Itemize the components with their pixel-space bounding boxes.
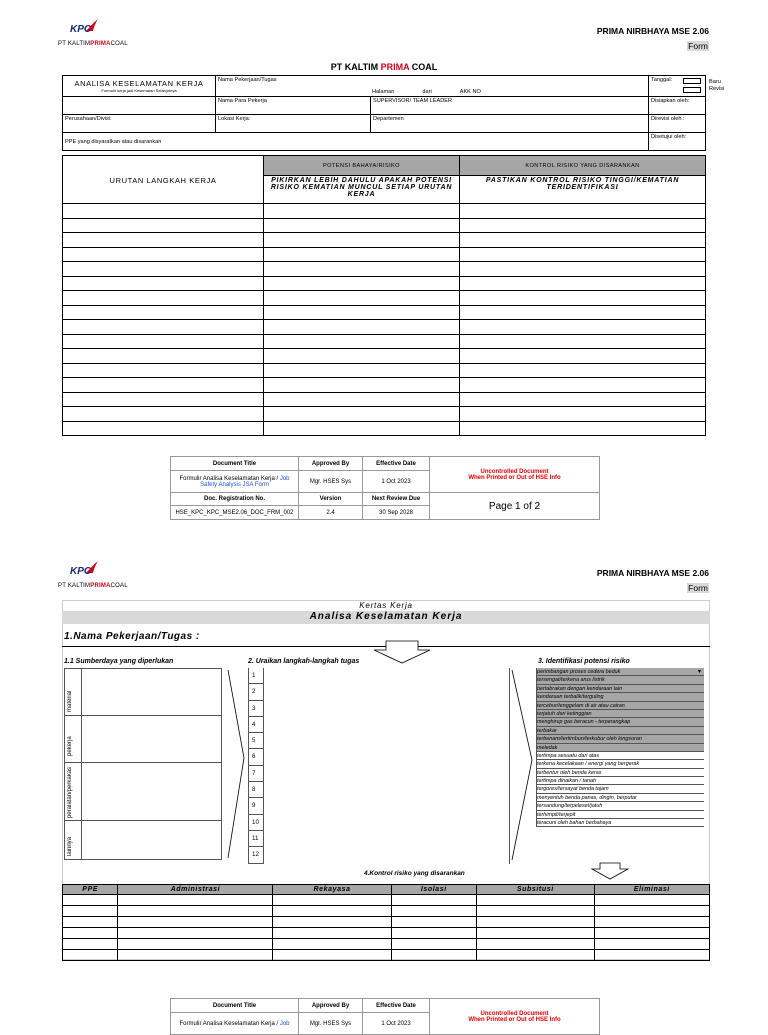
hazard-item[interactable]: tertimpa dinaikan / tanah <box>537 777 704 785</box>
control-col-header: Subsitusi <box>477 885 595 895</box>
resources-area[interactable] <box>82 668 222 860</box>
table-cell[interactable] <box>63 378 264 393</box>
table-cell[interactable] <box>63 939 118 950</box>
table-cell[interactable] <box>264 291 460 306</box>
table-cell[interactable] <box>118 928 273 939</box>
hazard-item[interactable]: terbenam/tertimbun/terkubur oleh longsoran <box>537 735 704 743</box>
table-cell[interactable] <box>460 407 706 422</box>
controls-note: PASTIKAN KONTROL RISIKO TINGGI/KEMATIAN TERIDENTIFIKASI <box>460 176 706 204</box>
table-cell[interactable] <box>391 939 476 950</box>
table-cell[interactable] <box>63 334 264 349</box>
hazard-item[interactable]: tersengat/terkena arus listrik <box>537 676 704 684</box>
table-row <box>63 378 706 393</box>
step-number: 5 <box>249 733 263 749</box>
hazard-item[interactable]: terbentur oleh benda keras <box>537 769 704 777</box>
logo-name: PT KALTIMPRIMACOAL <box>58 41 128 47</box>
control-col-header: PPE <box>63 885 118 895</box>
hazard-item[interactable]: perimbangan proses cedera beduk <box>537 668 704 676</box>
table-row <box>63 291 706 306</box>
table-cell[interactable] <box>264 204 460 219</box>
table-cell[interactable] <box>63 247 264 262</box>
hazard-item[interactable]: tertimpa sesuatu dari atas <box>537 752 704 760</box>
uncontrolled-note: Uncontrolled Document When Printed or Out of HSE Info <box>430 999 600 1035</box>
chevron-right-icon <box>226 668 248 862</box>
table-cell[interactable] <box>273 895 391 906</box>
hazard-item[interactable]: tergores/tersayat benda tajam <box>537 785 704 793</box>
approved-value: Mgr. HSES Sys <box>299 471 363 493</box>
table-cell[interactable] <box>264 334 460 349</box>
step-number: 6 <box>249 749 263 765</box>
table-cell[interactable] <box>264 305 460 320</box>
page-number: Page 1 of 2 <box>430 493 600 520</box>
table-cell[interactable] <box>264 407 460 422</box>
step-number: 12 <box>249 847 263 863</box>
control-col-header: Rekayasa <box>273 885 391 895</box>
table-cell[interactable] <box>594 928 709 939</box>
company-field[interactable]: Perusahaan/Divisi: <box>63 115 216 133</box>
table-cell[interactable] <box>460 233 706 248</box>
table-cell[interactable] <box>273 917 391 928</box>
step-number: 9 <box>249 798 263 814</box>
hazard-item[interactable]: teracuni oleh bahan berbahaya <box>537 819 704 827</box>
page-title: PT KALTIM PRIMA COAL <box>330 62 438 72</box>
doc-title-header: Document Title <box>171 999 299 1013</box>
step-number: 8 <box>249 782 263 798</box>
table-cell[interactable] <box>477 917 595 928</box>
col-hazards-header: POTENSI BAHAYA/RISIKO <box>264 156 460 176</box>
form-label-2: Form <box>688 583 708 593</box>
table-cell[interactable] <box>264 218 460 233</box>
table-cell[interactable] <box>264 378 460 393</box>
doc-code-2: PRIMA NIRBHAYA MSE 2.06 <box>596 568 709 578</box>
table-cell[interactable] <box>477 928 595 939</box>
table-cell[interactable] <box>273 928 391 939</box>
table-row <box>63 218 706 233</box>
hazard-item[interactable]: terkena kecelakaan / energi yang bergerak <box>537 760 704 768</box>
hazard-item[interactable]: bertabrakan dengan kendaraan lain <box>537 685 704 693</box>
step-number: 4 <box>249 717 263 733</box>
ppe-field[interactable]: PPE yang disyaratkan atau disarankan <box>63 133 649 151</box>
table-cell[interactable] <box>63 928 118 939</box>
table-cell[interactable] <box>477 939 595 950</box>
res-material: material <box>67 690 73 712</box>
jsa-header-table <box>62 75 725 151</box>
table-cell[interactable] <box>264 276 460 291</box>
logo-kpc: KPC <box>70 566 92 577</box>
table-cell[interactable] <box>264 349 460 364</box>
table-cell[interactable] <box>63 349 264 364</box>
table-cell[interactable] <box>273 906 391 917</box>
table-cell[interactable] <box>460 276 706 291</box>
step-number: 2 <box>249 684 263 700</box>
control-col-header: Eliminasi <box>594 885 709 895</box>
date-field[interactable]: Tanggal: Baru Revisi <box>649 76 706 97</box>
table-cell[interactable] <box>63 950 118 961</box>
res-peralatan: peralatan/perkakas <box>67 766 73 818</box>
doc-control-table-2 <box>170 998 600 1035</box>
new-checkbox[interactable] <box>683 78 701 84</box>
doc-title: Formulir Analisa Keselamatan Kerja / Job <box>171 1013 299 1035</box>
table-cell[interactable] <box>594 895 709 906</box>
table-cell[interactable] <box>63 320 264 335</box>
table-cell[interactable] <box>118 950 273 961</box>
doc-title: Formulir Analisa Keselamatan Kerja / Job Safety Analysis JSA Form <box>171 471 299 493</box>
hazard-item[interactable]: menyentuh benda panas, dingin, berputar <box>537 794 704 802</box>
table-row <box>63 917 710 928</box>
steps-area[interactable] <box>264 668 510 864</box>
table-cell[interactable] <box>460 247 706 262</box>
table-cell[interactable] <box>460 349 706 364</box>
jsa-rows <box>62 203 706 436</box>
effective-value: 1 Oct 2023 <box>363 471 430 493</box>
hazard-item[interactable]: terhimpit/terjepit <box>537 811 704 819</box>
prepared-by-field[interactable]: Disiapkan oleh: <box>649 97 706 115</box>
version-header: Version <box>299 493 363 506</box>
review-value: 30 Sep 2028 <box>363 506 430 520</box>
step-number: 11 <box>249 831 263 847</box>
effective-value: 1 Oct 2023 <box>363 1013 430 1035</box>
table-cell[interactable] <box>460 334 706 349</box>
step-number: 3 <box>249 701 263 717</box>
table-cell[interactable] <box>118 939 273 950</box>
reg-value: HSE_KPC_KPC_MSE2.06_DOC_FRM_002 <box>171 506 299 520</box>
table-cell[interactable] <box>460 204 706 219</box>
hazard-list <box>536 668 704 827</box>
hazard-item[interactable]: terjatuh dari ketinggian <box>537 710 704 718</box>
revision-checkbox[interactable] <box>683 87 701 93</box>
table-row <box>63 950 710 961</box>
table-row <box>63 939 710 950</box>
review-header: Next Review Due <box>363 493 430 506</box>
table-row <box>63 262 706 277</box>
hazards-note: PIKIRKAN LEBIH DAHULU APAKAH POTENSI RISIKO KEMATIAN MUNCUL SETIAP URUTAN KERJA <box>264 176 460 204</box>
table-cell[interactable] <box>273 939 391 950</box>
table-cell[interactable] <box>118 895 273 906</box>
res-pekerja: pekerja <box>67 736 73 756</box>
table-cell[interactable] <box>63 291 264 306</box>
table-cell[interactable] <box>460 378 706 393</box>
hazard-item[interactable]: meledak <box>537 744 704 752</box>
table-cell[interactable] <box>264 363 460 378</box>
approved-header: Approved By <box>299 999 363 1013</box>
reviewed-by-field[interactable]: Direvisi oleh : <box>649 115 706 133</box>
table-cell[interactable] <box>391 950 476 961</box>
doc-code: PRIMA NIRBHAYA MSE 2.06 <box>596 26 709 36</box>
table-cell[interactable] <box>391 917 476 928</box>
control-col-header: Isolasi <box>391 885 476 895</box>
doc-control-table <box>170 456 600 520</box>
table-row <box>63 363 706 378</box>
table-row <box>63 320 706 335</box>
worksheet-title: Kertas Kerja <box>359 601 413 610</box>
table-cell[interactable] <box>460 262 706 277</box>
res-lainnya: lainnya <box>67 836 73 856</box>
approved-header: Approved By <box>299 457 363 471</box>
table-cell[interactable] <box>460 320 706 335</box>
table-cell[interactable] <box>460 305 706 320</box>
table-row <box>63 305 706 320</box>
jsa-steps-table <box>62 155 706 204</box>
table-cell[interactable] <box>63 421 264 436</box>
table-row <box>63 349 706 364</box>
uncontrolled-note: Uncontrolled Document When Printed or Out of HSE Info <box>430 457 600 493</box>
table-cell[interactable] <box>594 950 709 961</box>
logo-kpc: KPC <box>70 24 92 35</box>
table-cell[interactable] <box>264 320 460 335</box>
version-value: 2.4 <box>299 506 363 520</box>
down-arrow-icon <box>590 862 630 880</box>
table-cell[interactable] <box>63 407 264 422</box>
table-cell[interactable] <box>118 906 273 917</box>
table-cell[interactable] <box>63 204 264 219</box>
table-cell[interactable] <box>63 262 264 277</box>
section-3: 3. Identifikasi potensi risiko <box>538 658 630 665</box>
table-cell[interactable] <box>63 917 118 928</box>
table-cell[interactable] <box>264 247 460 262</box>
workers-field[interactable] <box>63 97 216 115</box>
effective-header: Effective Date <box>363 457 430 471</box>
location-field[interactable]: Lokasi Kerja: <box>216 115 371 133</box>
department-field[interactable]: Departemen <box>371 115 649 133</box>
step-number: 1 <box>249 668 263 684</box>
table-cell[interactable] <box>63 218 264 233</box>
supervisor-field[interactable]: SUPERVISOR/ TEAM LEADER <box>371 97 649 115</box>
table-cell[interactable] <box>460 218 706 233</box>
table-row <box>63 334 706 349</box>
table-row <box>63 392 706 407</box>
table-cell[interactable] <box>391 906 476 917</box>
hazard-item[interactable]: tersandung/terpeleset/jatuh <box>537 802 704 810</box>
table-row <box>63 247 706 262</box>
table-cell[interactable] <box>460 392 706 407</box>
step-number: 10 <box>249 815 263 831</box>
table-cell[interactable] <box>63 305 264 320</box>
table-cell[interactable] <box>460 291 706 306</box>
form-label: Form <box>688 41 708 51</box>
col-steps-header: URUTAN LANGKAH KERJA <box>63 156 264 204</box>
table-cell[interactable] <box>460 421 706 436</box>
table-cell[interactable] <box>594 939 709 950</box>
table-row <box>63 204 706 219</box>
hazard-item[interactable]: tercebur/tenggelam di air atau cairan <box>537 702 704 710</box>
controls-table <box>62 884 710 961</box>
table-cell[interactable] <box>264 262 460 277</box>
table-cell[interactable] <box>477 906 595 917</box>
hazard-item[interactable]: kendaraan terbalik/terguling <box>537 693 704 701</box>
section-2: 2. Uraikan langkah-langkah tugas <box>248 658 360 665</box>
table-cell[interactable] <box>264 392 460 407</box>
table-cell[interactable] <box>594 906 709 917</box>
workers-label: Nama Para Pekerja <box>216 97 371 115</box>
table-row <box>63 421 706 436</box>
section-1: 1.Nama Pekerjaan/Tugas : <box>64 631 200 642</box>
table-cell[interactable] <box>477 950 595 961</box>
section-4: 4.Kontrol risiko yang disarankan <box>364 870 465 877</box>
table-cell[interactable] <box>63 906 118 917</box>
chevron-right-icon <box>510 668 536 862</box>
table-row <box>63 928 710 939</box>
table-row <box>63 895 710 906</box>
effective-header: Effective Date <box>363 999 430 1013</box>
table-cell[interactable] <box>63 276 264 291</box>
table-cell[interactable] <box>391 928 476 939</box>
approved-value: Mgr. HSES Sys <box>299 1013 363 1035</box>
table-cell[interactable] <box>391 895 476 906</box>
steps-list <box>248 668 264 864</box>
table-cell[interactable] <box>273 950 391 961</box>
table-cell[interactable] <box>594 917 709 928</box>
table-row <box>63 407 706 422</box>
table-cell[interactable] <box>477 895 595 906</box>
doc-title-header: Document Title <box>171 457 299 471</box>
control-col-header: Administrasi <box>118 885 273 895</box>
table-row <box>63 233 706 248</box>
section-1-1: 1.1 Sumberdaya yang diperlukan <box>64 658 174 665</box>
worksheet-subtitle: Analisa Keselamatan Kerja <box>62 611 710 624</box>
table-cell[interactable] <box>63 392 264 407</box>
approved-by-field[interactable]: Disetujui oleh: <box>649 133 706 151</box>
table-cell[interactable] <box>264 233 460 248</box>
table-cell[interactable] <box>460 363 706 378</box>
table-row <box>63 906 710 917</box>
logo-name: PT KALTIMPRIMACOAL <box>58 583 128 589</box>
step-number: 7 <box>249 766 263 782</box>
job-task-field[interactable]: Nama Pekerjaan/Tugas Halaman dari AKK NO <box>216 76 649 97</box>
col-controls-header: KONTROL RISIKO YANG DISARANKAN <box>460 156 706 176</box>
hazard-item[interactable]: terbakar <box>537 727 704 735</box>
table-cell[interactable] <box>264 421 460 436</box>
table-cell[interactable] <box>118 917 273 928</box>
table-cell[interactable] <box>63 233 264 248</box>
form-name: ANALISA KESELAMATAN KERJA Formulir kerja jadi Kesematan Selanjutnya <box>63 76 216 97</box>
down-arrow-icon <box>372 640 432 664</box>
table-cell[interactable] <box>63 895 118 906</box>
table-cell[interactable] <box>63 363 264 378</box>
table-row <box>63 276 706 291</box>
reg-header: Doc. Registration No. <box>171 493 299 506</box>
hazard-item[interactable]: menghirup gas beracun - terperangkap <box>537 718 704 726</box>
hazard-dropdown-icon[interactable]: ▾ <box>698 669 702 675</box>
